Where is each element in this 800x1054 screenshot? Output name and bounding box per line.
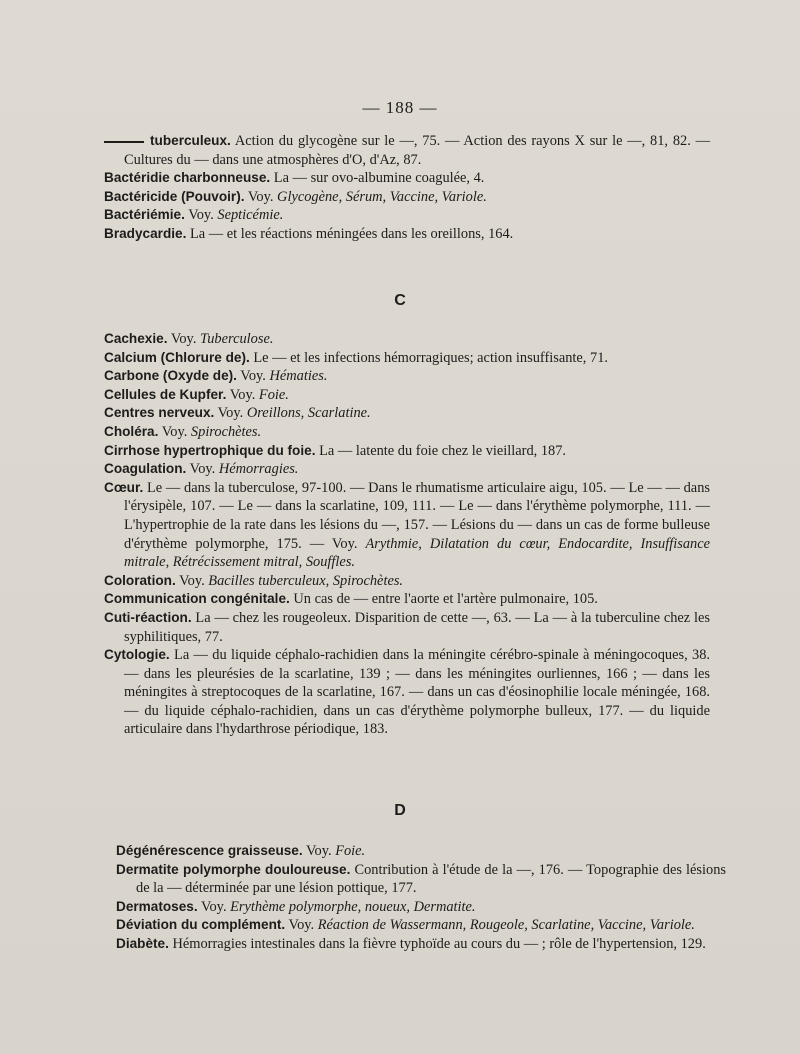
- entry-text: Voy.: [186, 461, 219, 478]
- entry-heading: Déviation du complément.: [116, 917, 286, 933]
- index-entry: [104, 188, 710, 207]
- entry-heading: Bactéricide (Pouvoir).: [104, 188, 245, 204]
- section-heading-c: C: [394, 292, 406, 309]
- entry-heading: Cœur.: [104, 479, 144, 495]
- entry-text: Voy.: [167, 331, 201, 347]
- entry-heading: Dermatite polymorphe douloureuse.: [116, 861, 351, 877]
- entry-heading: Dermatoses.: [116, 898, 198, 914]
- entry-reference: Spirochètes.: [190, 423, 262, 440]
- entry-text: Un cas de — entre l'aorte et l'artère pulmonaire, 105.: [289, 591, 598, 608]
- entry-text: Voy.: [184, 207, 218, 224]
- index-entry: [104, 206, 710, 225]
- entry-heading: Coagulation.: [104, 461, 187, 477]
- index-entry: [104, 609, 710, 646]
- index-group-b: [104, 132, 710, 244]
- entry-reference: Foie.: [258, 386, 289, 403]
- entry-text: Voy.: [214, 405, 247, 422]
- entry-text: Voy.: [158, 423, 191, 440]
- index-entry: [104, 367, 710, 386]
- entry-text: Hémorragies intestinales dans la fièvre typhoïde au cours du — ; rôle de l'hypertension, 129.: [168, 935, 706, 952]
- entry-text: Voy.: [285, 917, 318, 934]
- entry-text: La — et les réactions méningées dans les oreillons, 164.: [186, 225, 514, 242]
- index-group-c: [104, 330, 710, 739]
- index-entry: [104, 423, 710, 442]
- entry-heading: Cachexie.: [104, 331, 168, 346]
- entry-heading: Bactéridie charbonneuse.: [104, 170, 271, 186]
- entry-reference: Glycogène, Sérum, Vaccine, Variole.: [277, 188, 487, 205]
- entry-heading: Centres nerveux.: [104, 405, 215, 421]
- entry-reference: Septicémie.: [217, 207, 284, 224]
- index-entry: [116, 935, 726, 954]
- entry-reference: Hémorragies.: [218, 461, 299, 478]
- entry-reference: Arythmie, Dilatation du cœur, Endocardite, Insuffisance mitrale, Rétrécissement mitral, Souffles.: [124, 535, 710, 571]
- entry-text: Le — dans la tuberculose, 97-100. — Dans le rhumatisme articulaire aigu, 105. — Le — — dans l'érysipèle, 107. — Le — dans la scarlatine, 109, 111. — Le — dans l'érythème polymorphe, 111. — L'hypertrophie de la rate dans les lésions du —, 157. — Lésions du — dans un cas de forme bulleuse d'érythème polymorphe, 175. — Voy.: [124, 479, 710, 552]
- entry-text: Voy.: [236, 368, 270, 385]
- entry-reference: Oreillons, Scarlatine.: [246, 405, 371, 422]
- index-entry: [104, 330, 710, 349]
- page-number: — 188 —: [362, 98, 438, 117]
- index-group-d: [116, 842, 726, 954]
- index-entry: [116, 898, 726, 917]
- index-entry: [104, 169, 710, 188]
- index-entry: [104, 386, 710, 405]
- entry-heading: Cellules de Kupfer.: [104, 386, 227, 402]
- entry-heading: Cuti-réaction.: [104, 609, 192, 625]
- entry-reference: Hématies.: [269, 368, 328, 385]
- entry-heading: Communication congénitale.: [104, 591, 290, 607]
- entry-heading: Choléra.: [104, 423, 159, 439]
- entry-text: Voy.: [244, 188, 278, 205]
- index-entry: [104, 404, 710, 423]
- index-entry: [104, 479, 710, 572]
- entry-heading: Bactériémie.: [104, 207, 185, 223]
- entry-heading: Bradycardie.: [104, 225, 187, 241]
- index-entry: [116, 842, 726, 861]
- entry-text: Voy.: [175, 572, 209, 589]
- index-entry: [104, 349, 710, 368]
- entry-text: Voy.: [302, 843, 336, 859]
- entry-text: La — latente du foie chez le vieillard, 187.: [315, 442, 567, 459]
- index-entry: [104, 225, 710, 244]
- section-heading-d: D: [394, 802, 406, 819]
- entry-reference: Bacilles tuberculeux, Spirochètes.: [208, 572, 404, 589]
- entry-reference: Tuberculose.: [200, 331, 274, 347]
- entry-heading: Dégénérescence graisseuse.: [116, 843, 303, 858]
- entry-heading: Calcium (Chlorure de).: [104, 349, 250, 365]
- entry-heading: Cirrhose hypertrophique du foie.: [104, 442, 316, 458]
- index-entry: [104, 590, 710, 609]
- index-entry: [104, 442, 710, 461]
- index-entry: [116, 861, 726, 898]
- entry-heading: Diabète.: [116, 935, 169, 951]
- entry-reference: Foie.: [335, 843, 366, 859]
- entry-reference: Erythème polymorphe, noueux, Dermatite.: [230, 898, 476, 915]
- repeat-dash: [104, 141, 144, 143]
- entry-text: Voy.: [226, 386, 259, 403]
- entry-text: La — du liquide céphalo-rachidien dans la méningite cérébro-spinale à méningocoques, 38. — dans les pleurésies de la scarlatine, 139 ; — dans les méningites ourliennes, 166 ; — dans les méningites à streptocoques de la scarlatine, 167. — dans un cas d'éosinophilie locale méningée, 168. — du liquide céphalo-rachidien, dans un cas d'érythème polymorphe bulleux, 177. — du liquide articulaire dans l'hydarthrose périodique, 183.: [124, 647, 710, 738]
- entry-text: Action du glycogène sur le —, 75. — Action des rayons X sur le —, 81, 82. — Cultures du — dans une atmosphères d'O, d'Az, 87.: [124, 133, 710, 168]
- entry-reference: Réaction de Wassermann, Rougeole, Scarlatine, Vaccine, Variole.: [317, 917, 695, 934]
- entry-heading: Cytologie.: [104, 647, 170, 663]
- entry-text: Voy.: [197, 898, 231, 915]
- entry-text: La — sur ovo-albumine coagulée, 4.: [270, 170, 485, 187]
- entry-text: La — chez les rougeoleux. Disparition de cette —, 63. — La — à la tuberculine chez les syphilitiques, 77.: [124, 609, 710, 645]
- index-entry: [104, 572, 710, 591]
- entry-text: Contribution à l'étude de la —, 176. — Topographie des lésions de la — déterminée par une lésion pottique, 177.: [136, 861, 726, 897]
- index-entry: [104, 646, 710, 739]
- entry-heading: Coloration.: [104, 572, 176, 588]
- index-entry: [104, 132, 710, 169]
- entry-text: Le — et les infections hémorragiques; action insuffisante, 71.: [249, 349, 608, 366]
- index-entry: [104, 460, 710, 479]
- entry-heading: Carbone (Oxyde de).: [104, 368, 237, 384]
- index-entry: [116, 916, 726, 935]
- entry-heading: tuberculeux.: [150, 133, 231, 148]
